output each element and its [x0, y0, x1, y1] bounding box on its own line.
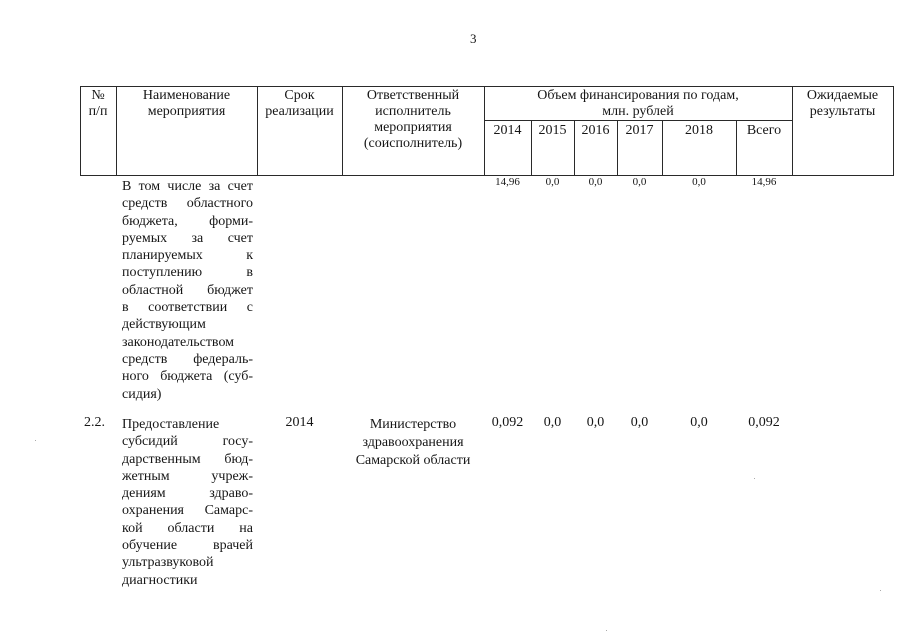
name-word: на — [239, 520, 253, 536]
name-line — [122, 537, 253, 554]
scan-speck — [754, 478, 755, 479]
name-line — [122, 416, 253, 433]
table-top-border — [80, 86, 893, 87]
name-word: субсидий — [122, 434, 178, 450]
table-right-border — [893, 86, 894, 176]
year-2015: 2015 — [538, 123, 567, 138]
name-line — [122, 299, 253, 316]
row-1-value-2016: 0,0 — [588, 176, 603, 188]
row-2-value-2016: 0,0 — [586, 415, 605, 430]
header-result: Ожидаемые результаты — [806, 88, 879, 119]
row-1-name — [122, 178, 253, 403]
name-word: счет — [227, 230, 253, 246]
header-num: № п/п — [88, 88, 108, 119]
row-2-value-2015: 0,0 — [543, 415, 562, 430]
name-word: том — [138, 179, 161, 194]
name-word: диагностики — [122, 572, 198, 588]
name-line — [122, 520, 253, 537]
name-word: обучение — [122, 538, 178, 554]
name-line — [122, 468, 253, 485]
name-word: форми- — [209, 213, 253, 229]
name-line — [122, 282, 253, 299]
name-word: руемых — [122, 230, 168, 246]
name-line — [122, 230, 253, 247]
row-1-value-2018: 0,0 — [692, 176, 706, 188]
year-total: Всего — [746, 123, 782, 138]
name-line — [122, 316, 253, 333]
name-line — [122, 334, 253, 351]
header-executor: Ответственный исполнитель мероприятия (соисполнитель) — [363, 88, 463, 151]
name-line — [122, 572, 253, 589]
scan-speck — [880, 590, 881, 591]
name-line — [122, 433, 253, 450]
name-word: к — [246, 248, 253, 264]
year-2017: 2017 — [625, 123, 654, 138]
row-2-executor: Министерство здравоохранения Самарской области — [355, 417, 471, 468]
name-word: планируемых — [122, 248, 203, 264]
name-word: в — [122, 300, 129, 316]
name-word: за — [191, 230, 204, 246]
name-word: числе — [167, 179, 202, 194]
name-word: дениям — [122, 486, 166, 502]
name-word: врачей — [212, 538, 253, 554]
name-word: в — [246, 265, 253, 281]
name-word: жетным — [122, 468, 170, 484]
name-word: ного — [122, 369, 149, 385]
page-number: 3 — [470, 31, 477, 46]
name-word: областной — [122, 282, 184, 298]
name-word: бюджета — [160, 369, 213, 385]
name-line — [122, 264, 253, 281]
row-2-value-2017: 0,0 — [630, 415, 649, 430]
name-word: счет — [227, 179, 253, 194]
row-2-name — [122, 416, 253, 589]
name-word: с — [246, 300, 253, 316]
name-line — [122, 451, 253, 468]
name-line — [122, 368, 253, 385]
header-financing: Объем финансирования по годам, млн. рублей — [537, 88, 739, 119]
name-line — [122, 213, 253, 230]
row-2-value-2018: 0,0 — [690, 415, 708, 430]
name-word: федераль- — [193, 351, 253, 367]
name-word: В — [122, 179, 132, 194]
name-word: средств — [122, 196, 168, 212]
name-word: бюджет — [207, 282, 253, 298]
row-1-value-2014: 14,96 — [495, 176, 520, 188]
row-2-value-2014: 0,092 — [491, 415, 524, 430]
name-word: госу- — [222, 434, 253, 450]
name-line — [122, 386, 253, 403]
name-word: кой — [122, 520, 143, 536]
name-word: ультразвуковой — [122, 555, 214, 571]
name-word: областного — [186, 196, 253, 212]
row-2-term: 2014 — [285, 415, 314, 430]
name-line — [122, 554, 253, 571]
header-name: Наименование мероприятия — [142, 88, 231, 119]
scan-speck — [35, 440, 36, 441]
name-line — [122, 502, 253, 519]
row-1-value-total: 14,96 — [751, 176, 777, 188]
header-term: Срок реализации — [265, 88, 334, 119]
name-word: действующим — [122, 317, 206, 333]
name-line — [122, 195, 253, 212]
name-word: соответствии — [148, 300, 228, 316]
name-line — [122, 178, 253, 195]
name-line — [122, 247, 253, 264]
scan-speck — [606, 630, 607, 631]
row-1-value-2017: 0,0 — [632, 176, 647, 188]
name-word: за — [208, 179, 221, 194]
name-word: Самарс- — [204, 503, 253, 519]
name-line — [122, 351, 253, 368]
name-word: средств — [122, 351, 168, 367]
name-word: Предоставление — [122, 417, 220, 432]
row-2-value-total: 0,092 — [748, 415, 780, 430]
year-2018: 2018 — [685, 123, 713, 138]
name-word: поступлению — [122, 265, 203, 281]
name-word: (суб- — [223, 369, 253, 385]
name-word: учреж- — [211, 468, 253, 484]
name-word: бюджета, — [122, 213, 178, 229]
name-word: бюд- — [224, 451, 253, 467]
year-2014: 2014 — [493, 123, 522, 138]
name-word: сидия) — [122, 386, 162, 402]
name-word: дарственным — [122, 451, 201, 467]
row-1-value-2015: 0,0 — [545, 176, 560, 188]
name-word: охранения — [122, 503, 184, 519]
row-2-num: 2.2. — [84, 415, 105, 430]
name-word: области — [167, 520, 215, 536]
year-2016: 2016 — [581, 123, 610, 138]
name-line — [122, 485, 253, 502]
name-word: здраво- — [209, 486, 253, 502]
name-word: законодательством — [122, 334, 235, 350]
